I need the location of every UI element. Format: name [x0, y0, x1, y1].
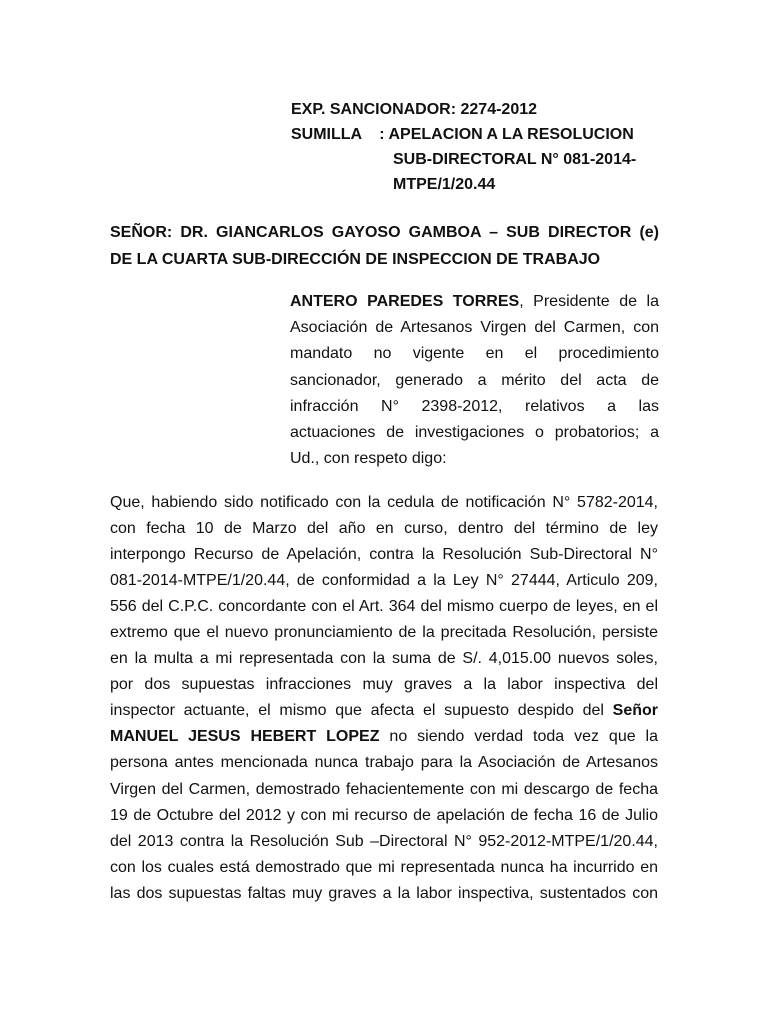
petitioner-intro: [290, 289, 659, 472]
intro-line: mandato no vigente en el procedimiento: [290, 345, 659, 363]
worker-name: MANUEL JESUS HEBERT LOPEZ: [110, 728, 380, 746]
intro-line: Asociación de Artesanos Virgen del Carmen, con: [290, 319, 659, 337]
body-line: persona antes mencionada nunca trabajo para la Asociación de Artesanos: [110, 754, 658, 772]
intro-line: sancionador, generado a mérito del acta de: [290, 371, 659, 389]
addressee-line-2: DE LA CUARTA SUB-DIRECCIÓN DE INSPECCION DE TRABAJO: [110, 251, 601, 268]
body-line: 556 del C.P.C. concordante con el Art. 364 del mismo cuerpo de leyes, en el: [110, 598, 658, 616]
intro-line: ANTERO PAREDES TORRES, Presidente de la: [290, 293, 659, 310]
body-line: con los cuales está demostrado que mi representada nunca ha incurrido en: [110, 858, 658, 876]
body-line: inspector actuante, el mismo que afecta el supuesto despido del Señor: [110, 702, 658, 720]
petitioner-name: ANTERO PAREDES TORRES: [290, 293, 520, 310]
body-line: MANUEL JESUS HEBERT LOPEZ no siendo verdad toda vez que la: [110, 728, 658, 746]
body-line: extremo que el nuevo pronunciamiento de la precitada Resolución, persiste: [110, 624, 658, 642]
body-line: 19 de Octubre del 2012 y con mi recurso de apelación de fecha 16 de Julio: [110, 806, 658, 824]
expediente-number: EXP. SANCIONADOR: 2274-2012: [291, 101, 538, 118]
sumilla-continuation-2: MTPE/1/20.44: [393, 176, 496, 193]
intro-line: Ud., con respeto digo:: [290, 450, 447, 468]
body-line: interpongo Recurso de Apelación, contra la Resolución Sub-Directoral N°: [110, 546, 658, 564]
senor-emphasis: Señor: [612, 702, 658, 720]
body-line: con fecha 10 de Marzo del año en curso, dentro del término de ley: [110, 520, 658, 538]
sumilla-line: SUMILLA : APELACION A LA RESOLUCION: [291, 126, 634, 143]
body-line: 081-2014-MTPE/1/20.44, de conformidad a la Ley N° 27444, Articulo 209,: [110, 572, 658, 590]
addressee-line-1: SEÑOR: DR. GIANCARLOS GAYOSO GAMBOA – SUB DIRECTOR (e): [110, 224, 659, 241]
sumilla-continuation-1: SUB-DIRECTORAL N° 081-2014-: [393, 151, 637, 168]
intro-line: infracción N° 2398-2012, relativos a las: [290, 397, 659, 415]
body-line: por dos supuestas infracciones muy graves a la labor inspectiva del: [110, 676, 658, 694]
body-line: Virgen del Carmen, demostrado fehacientemente con mi descargo de fecha: [110, 780, 658, 798]
body-line: Que, habiendo sido notificado con la cedula de notificación N° 5782-2014,: [110, 494, 658, 511]
body-line: en la multa a mi representada con la suma de S/. 4,015.00 nuevos soles,: [110, 650, 658, 668]
body-line: las dos supuestas faltas muy graves a la labor inspectiva, sustentados con: [110, 884, 658, 902]
body-line: del 2013 contra la Resolución Sub –Directoral N° 952-2012-MTPE/1/20.44,: [110, 832, 658, 850]
appeal-body: [110, 490, 658, 907]
intro-line: actuaciones de investigaciones o probatorios; a: [290, 424, 659, 442]
addressee-block: [110, 219, 659, 273]
